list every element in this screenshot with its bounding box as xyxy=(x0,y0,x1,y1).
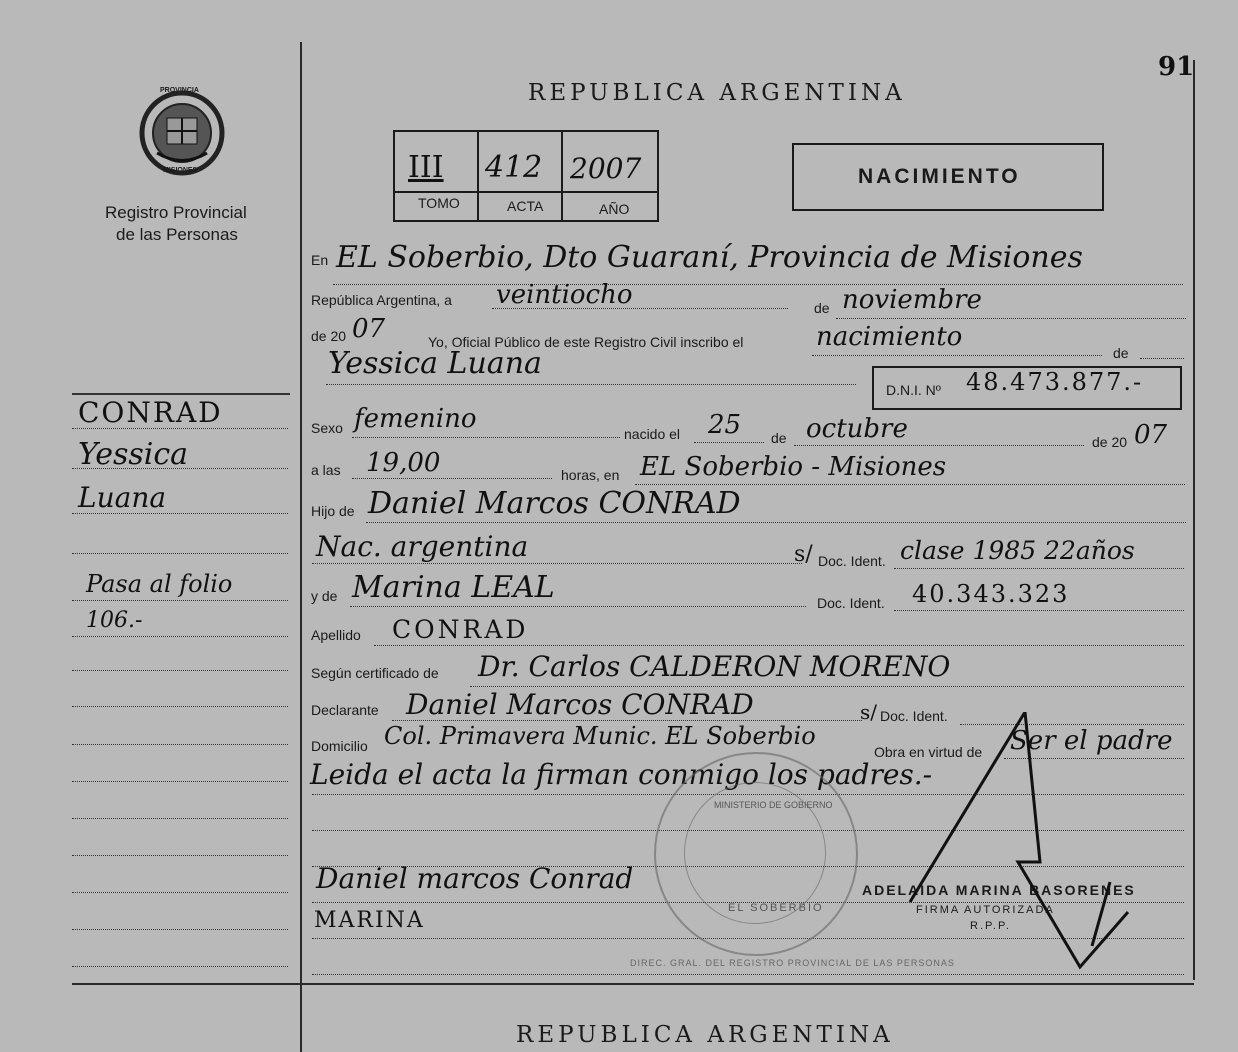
record-box-divider-2 xyxy=(561,132,563,220)
acta-value: 412 xyxy=(485,150,543,185)
left-margin-rule xyxy=(300,42,302,1052)
father-doc-prefix: s/ xyxy=(794,542,813,567)
official-signature-mark xyxy=(900,712,1140,972)
certificado-value: Dr. Carlos CALDERON MORENO xyxy=(478,650,951,683)
birth-month: octubre xyxy=(806,414,908,444)
margin-line xyxy=(72,855,288,856)
dni-value: 48.473.877.- xyxy=(966,368,1144,396)
obra-label: Obra en virtud de xyxy=(874,744,983,760)
registry-name-line1: Registro Provincial xyxy=(105,203,247,222)
margin-line xyxy=(72,706,288,707)
margin-note2: 106.- xyxy=(86,608,143,633)
father-nationality: Nac. argentina xyxy=(316,530,529,563)
margin-line xyxy=(72,966,288,967)
acta-label: ACTA xyxy=(507,198,544,214)
declarante-label: Declarante xyxy=(311,702,379,718)
stamp-inner: EL SOBERBIO xyxy=(728,902,824,914)
mother-doc: 40.343.323 xyxy=(912,580,1070,608)
leida-text: Leida el acta la firman conmigo los padres.- xyxy=(310,758,933,791)
father-doc: clase 1985 22años xyxy=(900,536,1135,565)
domicilio-label: Domicilio xyxy=(311,738,368,754)
record-box-divider-1 xyxy=(477,132,479,220)
nacido-label: nacido el xyxy=(624,426,681,442)
yo-label: Yo, Oficial Público de este Registro Civil inscribo el xyxy=(428,334,744,350)
apellido-value: CONRAD xyxy=(392,615,529,644)
name-line xyxy=(326,384,856,385)
declarante-doc-prefix: s/ xyxy=(860,700,878,724)
de-label: de xyxy=(814,300,830,316)
father-doc-line xyxy=(894,568,1184,569)
stamp-ring-text: DIREC. GRAL. DEL REGISTRO PROVINCIAL DE LAS PERSONAS xyxy=(630,958,955,968)
y-de-label: y de xyxy=(311,588,338,604)
margin-line xyxy=(72,636,288,637)
stamp-ministerio: MINISTERIO DE GOBIERNO xyxy=(714,800,833,810)
obra-value: Ser el padre xyxy=(1010,726,1173,756)
certificado-label: Según certificado de xyxy=(311,665,439,681)
certificado-line xyxy=(470,686,1184,687)
margin-line xyxy=(72,892,288,893)
horas-label: horas, en xyxy=(561,467,620,483)
seal-label-bottom: MISIONES xyxy=(163,167,198,174)
father-name: Daniel Marcos CONRAD xyxy=(368,486,741,521)
father-doc-label: Doc. Ident. xyxy=(818,553,886,569)
official-sub: FIRMA AUTORIZADA xyxy=(916,904,1055,916)
tomo-value: III xyxy=(408,150,444,185)
birth-month-line xyxy=(794,445,1084,446)
de-label-2: de xyxy=(1113,345,1129,361)
margin-line xyxy=(72,781,288,782)
margin-line xyxy=(72,670,288,671)
record-type: NACIMIENTO xyxy=(858,165,1021,188)
official-name: ADELAIDA MARINA BASORENES xyxy=(862,882,1136,898)
birth-year-suffix: 07 xyxy=(1134,420,1168,450)
en-label: En xyxy=(311,252,329,268)
birth-place: EL Soberbio - Misiones xyxy=(640,452,947,482)
footer-title: REPUBLICA ARGENTINA xyxy=(516,1022,894,1048)
year-suffix: 07 xyxy=(352,314,386,344)
month-line xyxy=(836,318,1186,319)
record-box-divider-h xyxy=(395,191,657,193)
domicilio-value: Col. Primavera Munic. EL Soberbio xyxy=(384,722,816,750)
birth-place-line xyxy=(635,484,1185,485)
page-number: 91 xyxy=(1158,52,1195,82)
father-line xyxy=(366,522,1186,523)
tomo-label: TOMO xyxy=(418,195,460,211)
mother-signature: MARINA xyxy=(314,908,425,933)
registry-name-line2: de las Personas xyxy=(116,225,238,244)
hour-value: 19,00 xyxy=(366,448,441,478)
seal-label-top: PROVINCIA xyxy=(160,87,199,94)
apellido-line xyxy=(374,645,1184,646)
sexo-value: femenino xyxy=(354,404,477,434)
right-margin-rule xyxy=(1193,60,1195,980)
apellido-label: Apellido xyxy=(311,627,361,643)
blank-line xyxy=(312,974,1184,975)
margin-line xyxy=(72,818,288,819)
sexo-line xyxy=(352,437,620,438)
hour-line xyxy=(352,478,552,479)
father-signature: Daniel marcos Conrad xyxy=(316,862,634,895)
margin-surname: CONRAD xyxy=(78,396,223,429)
acto-value: nacimiento xyxy=(816,322,963,352)
dni-label: D.N.I. Nº xyxy=(886,382,941,398)
a-las-label: a las xyxy=(311,462,341,478)
month-value: noviembre xyxy=(842,285,982,315)
document-title: REPUBLICA ARGENTINA xyxy=(528,80,906,106)
margin-line xyxy=(72,553,288,554)
year-prefix: de 20 xyxy=(311,328,347,344)
anio-value: 2007 xyxy=(570,152,642,185)
mother-name: Marina LEAL xyxy=(352,570,555,605)
place-value: EL Soberbio, Dto Guaraní, Provincia de Misiones xyxy=(336,240,1083,275)
birth-year-prefix: de 20 xyxy=(1092,434,1128,450)
margin-rule-top xyxy=(72,393,290,395)
mother-line xyxy=(350,606,806,607)
sexo-label: Sexo xyxy=(311,420,343,436)
margin-given1: Yessica xyxy=(78,437,189,472)
republica-label: República Argentina, a xyxy=(311,292,452,308)
margin-line xyxy=(72,600,288,601)
bottom-rule xyxy=(72,983,1194,985)
declarante-value: Daniel Marcos CONRAD xyxy=(406,688,754,721)
official-stamp xyxy=(654,752,858,956)
birth-de-label: de xyxy=(771,430,787,446)
declarante-doc-label: Doc. Ident. xyxy=(880,708,948,724)
hijo-label: Hijo de xyxy=(311,503,355,519)
margin-note1: Pasa al folio xyxy=(86,570,233,598)
margin-line xyxy=(72,929,288,930)
official-sub2: R.P.P. xyxy=(970,920,1011,932)
de-line-2 xyxy=(1140,358,1184,359)
margin-line xyxy=(72,744,288,745)
anio-label: AÑO xyxy=(599,201,630,217)
birth-day-line xyxy=(694,442,764,443)
mother-doc-line xyxy=(894,610,1184,611)
child-name: Yessica Luana xyxy=(328,346,542,381)
father-nat-line xyxy=(312,563,802,564)
day-value: veintiocho xyxy=(496,280,633,310)
birth-day: 25 xyxy=(708,410,742,440)
place-line xyxy=(333,284,1183,285)
mother-doc-label: Doc. Ident. xyxy=(817,595,885,611)
margin-given2: Luana xyxy=(78,481,167,514)
acto-line xyxy=(812,355,1102,356)
